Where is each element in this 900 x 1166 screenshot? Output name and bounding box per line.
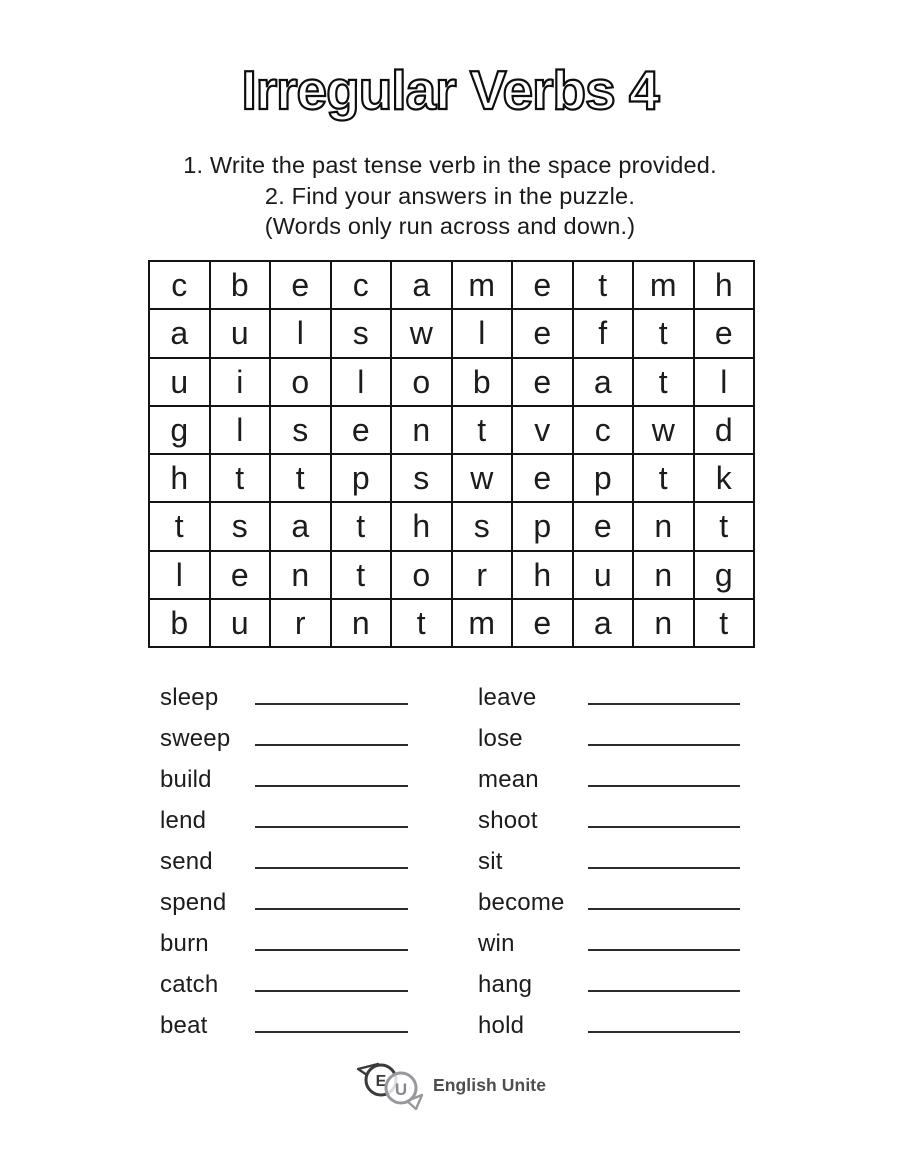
puzzle-cell: c (331, 261, 392, 309)
puzzle-cell: s (452, 502, 513, 550)
puzzle-cell: n (270, 551, 331, 599)
answer-blank-line (255, 687, 408, 705)
puzzle-cell: e (512, 454, 573, 502)
puzzle-cell: l (694, 358, 755, 406)
word-row (160, 807, 408, 848)
puzzle-cell: e (573, 502, 634, 550)
puzzle-cell: e (512, 261, 573, 309)
verb-label: sleep (160, 684, 219, 711)
answer-blank-line (588, 974, 740, 992)
puzzle-cell: h (391, 502, 452, 550)
puzzle-cell: a (573, 599, 634, 647)
answer-blank-line (588, 851, 740, 869)
answer-blank-line (255, 974, 408, 992)
puzzle-cell: a (573, 358, 634, 406)
verb-label: hold (478, 1012, 525, 1039)
word-row (478, 848, 740, 889)
word-row (478, 930, 740, 971)
puzzle-cell: t (452, 406, 513, 454)
puzzle-cell: o (391, 358, 452, 406)
puzzle-cell: n (633, 599, 694, 647)
puzzle-cell: t (391, 599, 452, 647)
verb-label: lose (478, 725, 523, 752)
puzzle-cell: u (149, 358, 210, 406)
answer-blank-line (255, 892, 408, 910)
instruction-line-2: 2. Find your answers in the puzzle. (264, 182, 636, 209)
puzzle-cell: t (694, 502, 755, 550)
puzzle-cell: c (149, 261, 210, 309)
puzzle-cell: f (573, 309, 634, 357)
puzzle-row (149, 358, 754, 406)
puzzle-cell: u (210, 599, 271, 647)
puzzle-cell: s (210, 502, 271, 550)
puzzle-cell: t (694, 599, 755, 647)
verb-label: become (478, 889, 565, 916)
answer-blank-line (588, 769, 740, 787)
word-column-left (160, 684, 408, 1053)
word-row (160, 725, 408, 766)
puzzle-cell: t (270, 454, 331, 502)
puzzle-cell: m (452, 599, 513, 647)
puzzle-cell: o (270, 358, 331, 406)
word-row (478, 1012, 740, 1053)
puzzle-cell: e (512, 358, 573, 406)
answer-blank-line (588, 892, 740, 910)
answer-blank-line (255, 728, 408, 746)
puzzle-cell: n (633, 551, 694, 599)
puzzle-row (149, 406, 754, 454)
word-search-grid (148, 260, 755, 648)
page-title: Irregular Verbs 4 (241, 59, 659, 121)
logo-letter-e: E (375, 1073, 387, 1090)
word-row (160, 930, 408, 971)
puzzle-cell: i (210, 358, 271, 406)
english-unite-logo-icon (354, 1060, 428, 1110)
verb-label: sit (478, 848, 503, 875)
puzzle-cell: t (633, 309, 694, 357)
answer-blank-line (255, 933, 408, 951)
answer-blank-line (588, 933, 740, 951)
answer-blank-line (588, 810, 740, 828)
logo-letter-u: U (394, 1080, 408, 1099)
puzzle-cell: t (633, 454, 694, 502)
word-row (478, 807, 740, 848)
puzzle-cell: w (452, 454, 513, 502)
verb-label: lend (160, 807, 207, 834)
puzzle-cell: a (270, 502, 331, 550)
puzzle-cell: e (694, 309, 755, 357)
verb-label: spend (160, 889, 227, 916)
puzzle-cell: o (391, 551, 452, 599)
puzzle-cell: r (452, 551, 513, 599)
word-row (478, 971, 740, 1012)
puzzle-row (149, 551, 754, 599)
instructions (0, 150, 900, 242)
word-column-right (478, 684, 740, 1053)
answer-blank-line (588, 687, 740, 705)
word-list (160, 684, 740, 1053)
puzzle-cell: t (331, 502, 392, 550)
puzzle-cell: u (573, 551, 634, 599)
puzzle-cell: s (270, 406, 331, 454)
instruction-line-3: (Words only run across and down.) (264, 213, 636, 239)
verb-label: burn (160, 930, 209, 957)
puzzle-cell: n (633, 502, 694, 550)
puzzle-row (149, 261, 754, 309)
brand-name: English Unite (432, 1074, 547, 1095)
verb-label: beat (160, 1012, 208, 1039)
puzzle-cell: v (512, 406, 573, 454)
word-row (160, 1012, 408, 1053)
puzzle-cell: g (149, 406, 210, 454)
answer-blank-line (588, 1015, 740, 1033)
verb-label: shoot (478, 807, 538, 834)
verb-label: build (160, 766, 212, 793)
puzzle-row (149, 502, 754, 550)
puzzle-row (149, 599, 754, 647)
answer-blank-line (588, 728, 740, 746)
puzzle-cell: u (210, 309, 271, 357)
answer-blank-line (255, 769, 408, 787)
puzzle-cell: l (331, 358, 392, 406)
word-row (160, 848, 408, 889)
answer-blank-line (255, 1015, 408, 1033)
puzzle-cell: s (391, 454, 452, 502)
puzzle-cell: e (512, 599, 573, 647)
word-row (160, 684, 408, 725)
verb-label: mean (478, 766, 539, 793)
footer-logo (0, 1060, 900, 1110)
word-row (160, 889, 408, 930)
puzzle-cell: b (452, 358, 513, 406)
puzzle-cell: h (149, 454, 210, 502)
verb-label: sweep (160, 725, 231, 752)
puzzle-cell: e (210, 551, 271, 599)
puzzle-cell: c (573, 406, 634, 454)
puzzle-cell: m (452, 261, 513, 309)
puzzle-grid-body (149, 261, 754, 647)
puzzle-cell: p (573, 454, 634, 502)
puzzle-cell: a (149, 309, 210, 357)
puzzle-cell: h (512, 551, 573, 599)
puzzle-cell: p (331, 454, 392, 502)
puzzle-cell: e (270, 261, 331, 309)
puzzle-cell: t (210, 454, 271, 502)
puzzle-cell: l (270, 309, 331, 357)
puzzle-cell: p (512, 502, 573, 550)
puzzle-row (149, 454, 754, 502)
puzzle-cell: e (331, 406, 392, 454)
verb-label: win (478, 930, 515, 957)
puzzle-cell: s (331, 309, 392, 357)
puzzle-cell: r (270, 599, 331, 647)
puzzle-cell: m (633, 261, 694, 309)
word-row (478, 889, 740, 930)
puzzle-cell: w (391, 309, 452, 357)
word-row (160, 971, 408, 1012)
verb-label: leave (478, 684, 537, 711)
puzzle-cell: l (210, 406, 271, 454)
word-row (478, 766, 740, 807)
answer-blank-line (255, 810, 408, 828)
word-row (478, 684, 740, 725)
puzzle-cell: l (149, 551, 210, 599)
puzzle-cell: n (391, 406, 452, 454)
verb-label: catch (160, 971, 219, 998)
puzzle-cell: t (633, 358, 694, 406)
puzzle-cell: g (694, 551, 755, 599)
verb-label: hang (478, 971, 533, 998)
puzzle-cell: b (149, 599, 210, 647)
puzzle-cell: t (149, 502, 210, 550)
puzzle-cell: t (573, 261, 634, 309)
puzzle-cell: l (452, 309, 513, 357)
puzzle-cell: h (694, 261, 755, 309)
puzzle-cell: k (694, 454, 755, 502)
puzzle-cell: b (210, 261, 271, 309)
puzzle-cell: n (331, 599, 392, 647)
word-row (478, 725, 740, 766)
puzzle-row (149, 309, 754, 357)
puzzle-cell: t (331, 551, 392, 599)
puzzle-cell: w (633, 406, 694, 454)
answer-blank-line (255, 851, 408, 869)
puzzle-cell: e (512, 309, 573, 357)
puzzle-cell: d (694, 406, 755, 454)
instruction-line-1: 1. Write the past tense verb in the space provided. (183, 152, 717, 178)
verb-label: send (160, 848, 213, 875)
puzzle-cell: a (391, 261, 452, 309)
word-row (160, 766, 408, 807)
